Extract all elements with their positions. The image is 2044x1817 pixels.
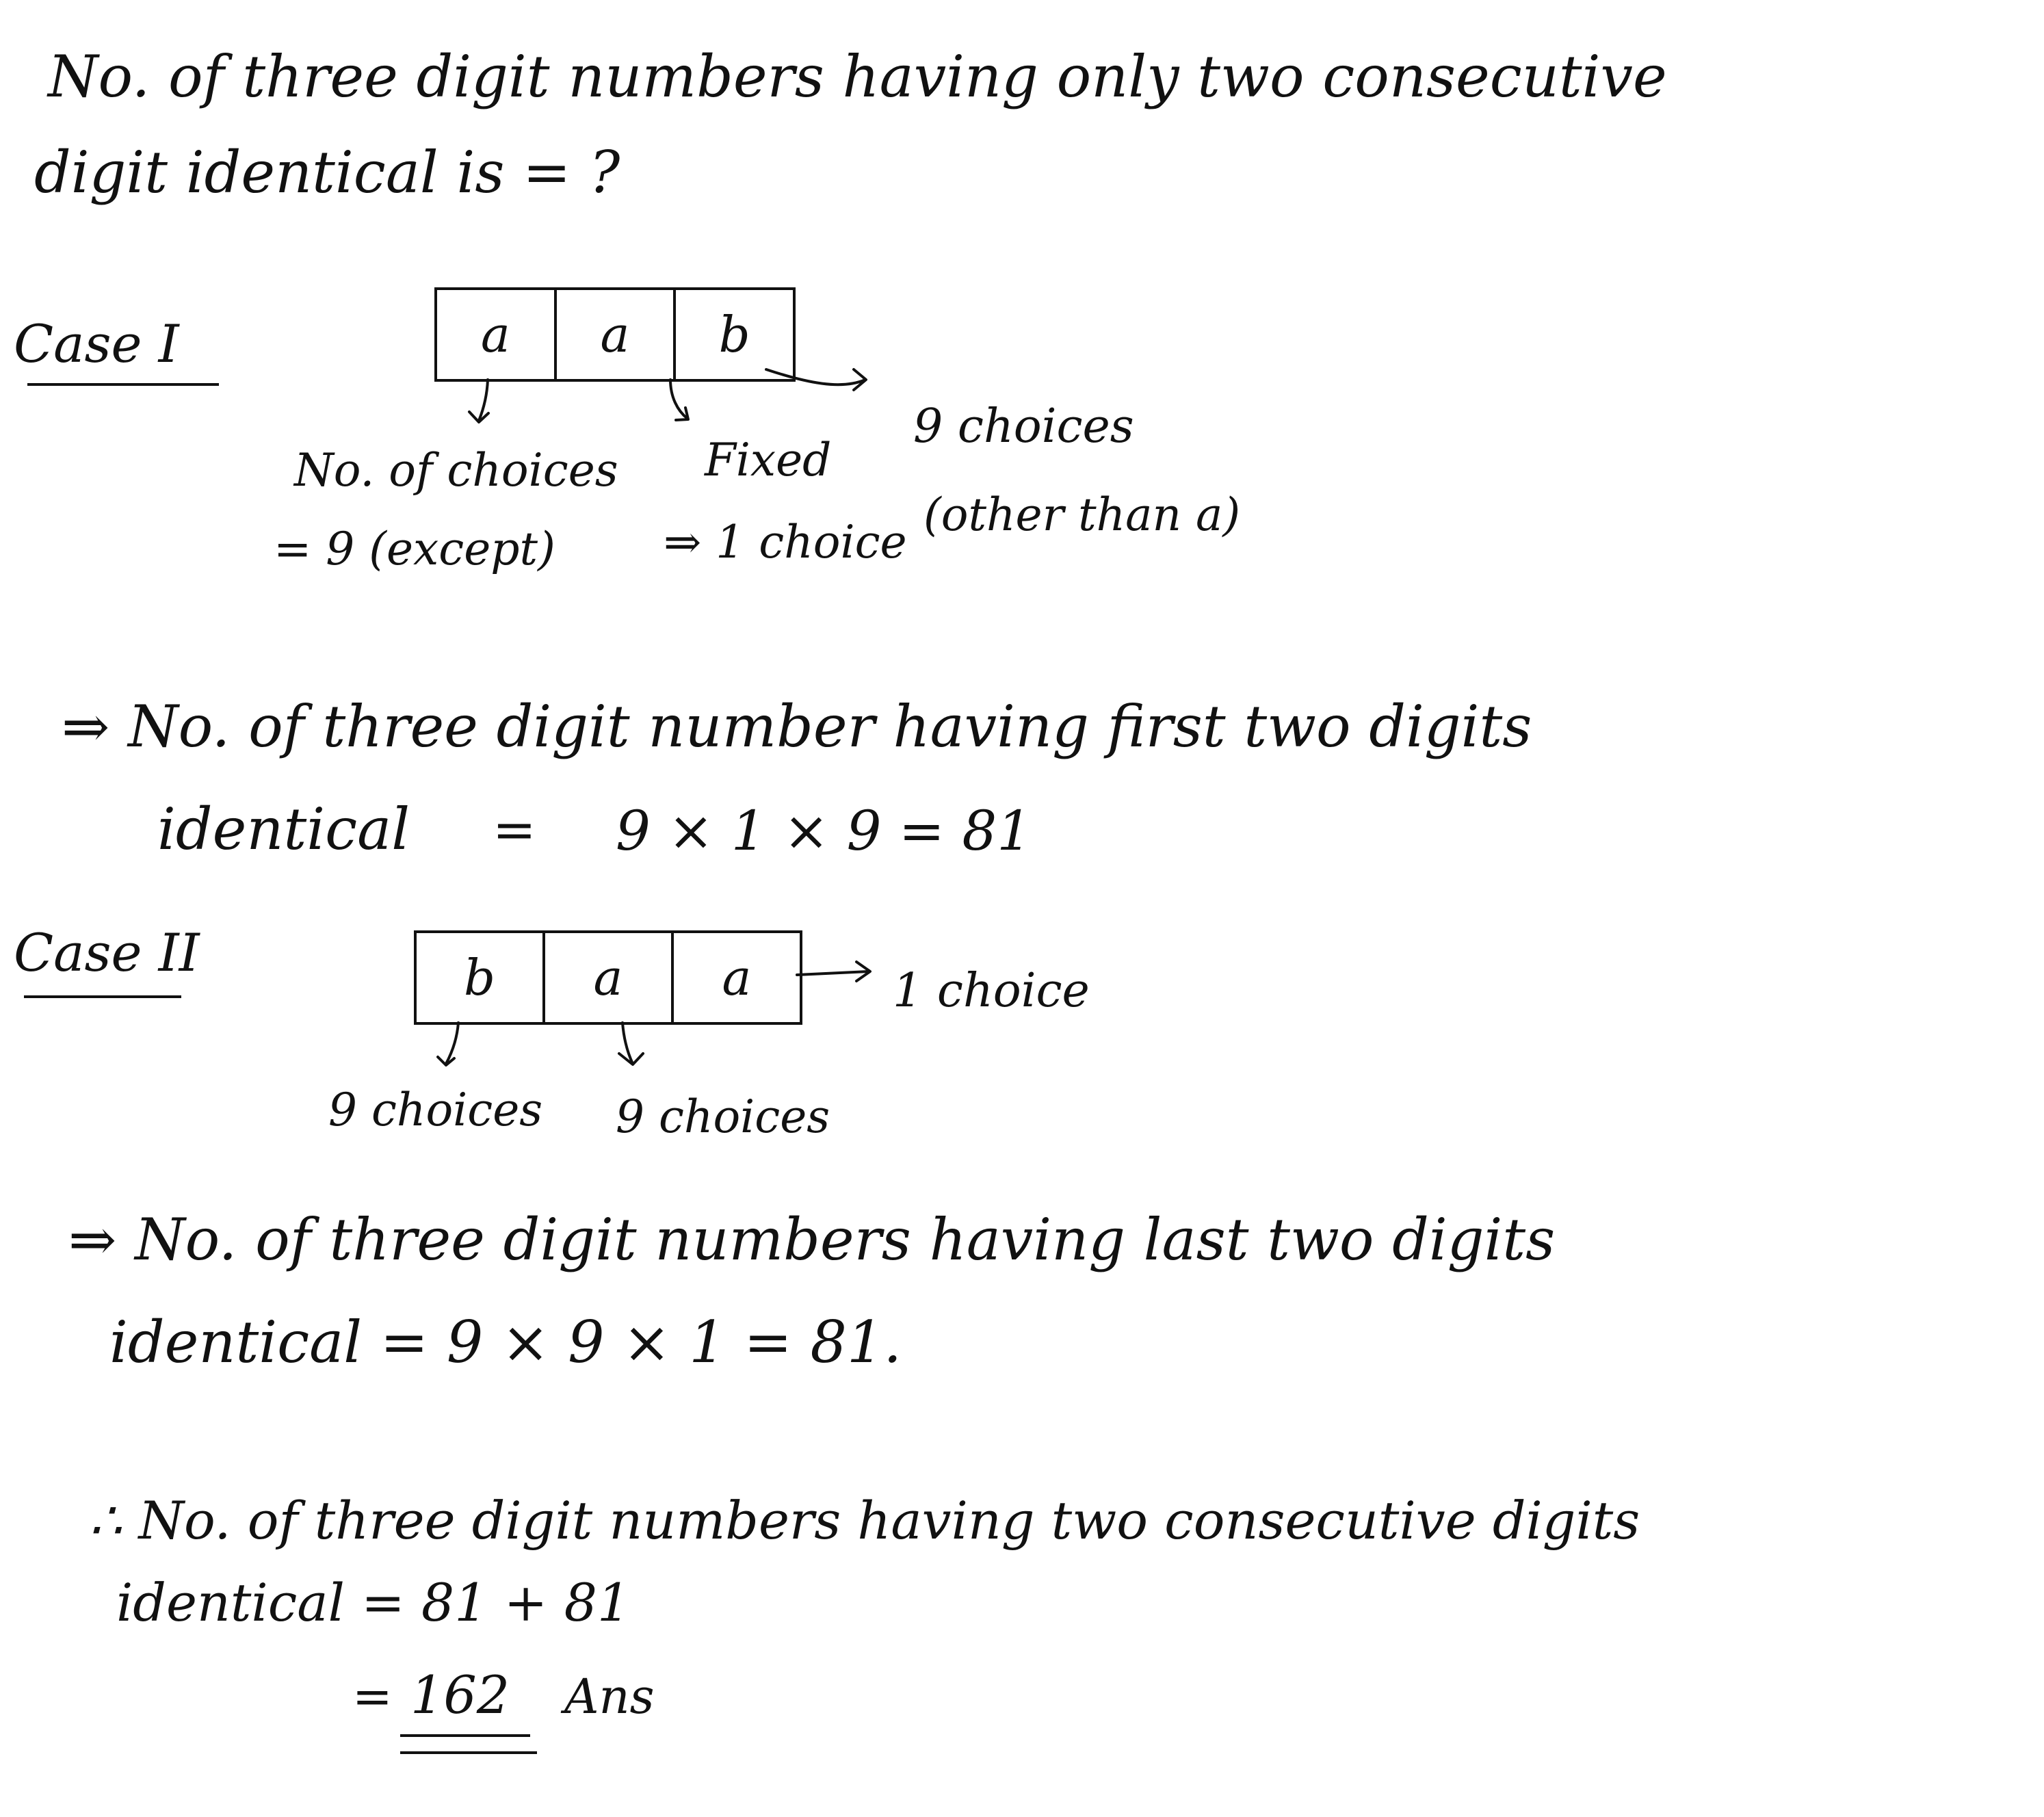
result-1-equals: =	[493, 799, 536, 860]
case-1-one-choice: ⇒ 1 choice	[664, 516, 907, 568]
case-2-title: Case II	[14, 922, 200, 983]
question-line-1: No. of three digit numbers having only two consecutive	[48, 43, 1667, 110]
case-1-title: Case I	[14, 313, 179, 374]
final-answer: 162	[410, 1664, 510, 1725]
case-2-box-2: a	[545, 933, 674, 1022]
case-1-first-digit-choices: No. of choices	[294, 444, 618, 497]
case-2-arrow-first	[438, 1023, 458, 1065]
case-1-box-2: a	[557, 290, 677, 379]
case-1-fixed-label: Fixed	[705, 434, 832, 486]
case-2-arrow-third	[797, 962, 870, 981]
case-2-one-choice: 1 choice	[893, 964, 1090, 1018]
result-1-identical-label: identical	[157, 796, 410, 863]
case-2-box-3: a	[722, 949, 752, 1006]
conclusion-line-1: ∴ No. of three digit numbers having two consecutive digits	[89, 1490, 1640, 1551]
case-1-arrow-first	[469, 380, 488, 422]
case-2-middle-digit-choices: 9 choices	[616, 1090, 830, 1143]
result-1-calculation: 9 × 1 × 9 = 81	[616, 799, 1032, 863]
conclusion-line-2: identical = 81 + 81	[116, 1572, 631, 1633]
case-1-nine-choices: 9 choices	[913, 400, 1134, 454]
question-line-2: digit identical is = ?	[34, 139, 620, 206]
case-2-box-1: b	[417, 933, 545, 1022]
case-1-arrow-second	[670, 380, 688, 420]
case-1-first-digit-except: = 9 (except)	[274, 523, 555, 575]
result-2-line-2: identical = 9 × 9 × 1 = 81.	[109, 1309, 902, 1376]
result-2-line-1: ⇒ No. of three digit numbers having last two digits	[68, 1206, 1556, 1273]
case-1-other-than-a: (other than a)	[923, 488, 1241, 541]
case-1-box-3: b	[718, 306, 750, 363]
answer-label: Ans	[564, 1669, 655, 1725]
result-1-line-1: ⇒ No. of three digit number having first two digits	[62, 693, 1532, 760]
case-2-first-digit-choices: 9 choices	[328, 1084, 543, 1136]
case-1-arrow-third	[766, 369, 866, 390]
conclusion-equals: =	[352, 1669, 393, 1725]
case-2-arrow-second	[619, 1023, 643, 1064]
case-1-box-1: a	[437, 290, 557, 379]
